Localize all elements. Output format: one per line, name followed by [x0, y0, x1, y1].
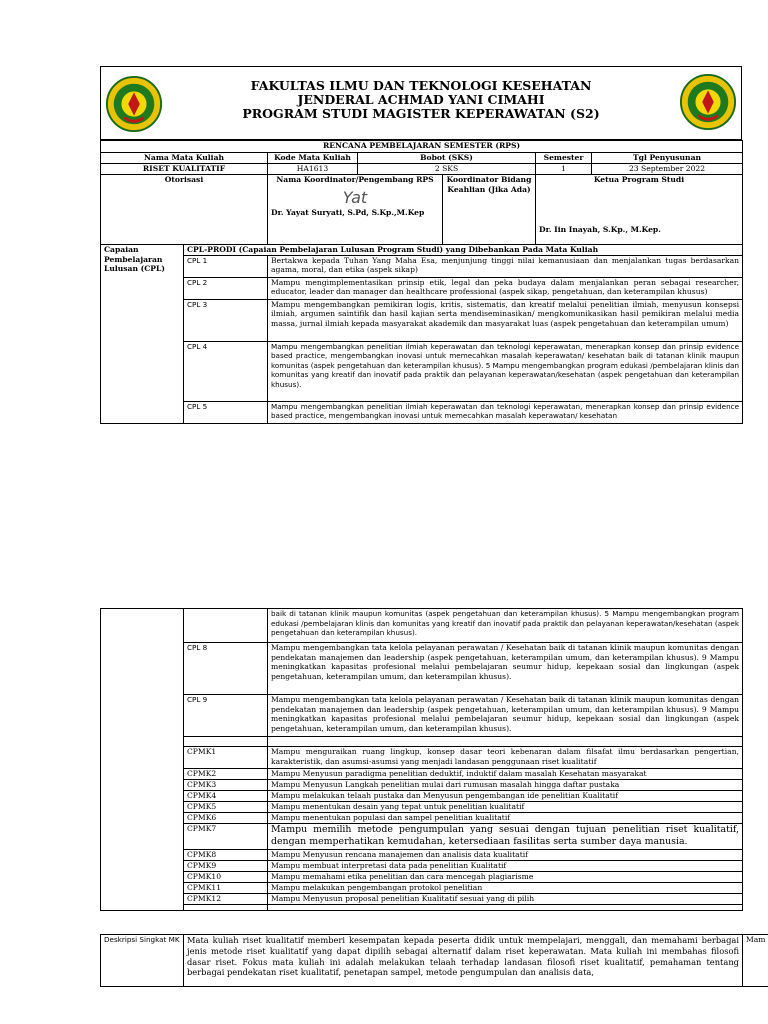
deskripsi-table — [100, 934, 768, 987]
cpmk-text: Mampu Menyusun paradigma penelitian deduktif, induktif dalam masalah Kesehatan masyarakat — [268, 769, 743, 780]
cpmk-code: CPMK6 — [184, 813, 268, 824]
university-logo-left-icon — [105, 75, 163, 133]
value-nama-mk: RISET KUALITATIF — [101, 164, 268, 175]
cpmk-code: CPMK8 — [184, 850, 268, 861]
cpl-label: Capaian Pembelajaran Lulusan (CPL) — [101, 245, 184, 424]
right-margin — [743, 609, 768, 911]
cpmk-text: Mampu menguraikan ruang lingkup, konsep dasar teori kebenaran dalam filsafat ilmu berdasarkan pengertian, karakteristik, dan asumsi-asumsi yang menjadi landasan penggunaan riset kualitatif — [268, 747, 743, 769]
value-kode-mk: HA1613 — [268, 164, 358, 175]
cpmk-code: CPMK12 — [184, 894, 268, 905]
cpmk-code: CPMK2 — [184, 769, 268, 780]
header-tgl: Tgl Penyusunan — [592, 153, 743, 164]
cpl-text: Mampu mengembangkan pemikiran logis, kritis, sistematis, dan kreatif melalui penelitian ilmiah, menyusun konsepsi ilmiah, argumen saintifik dan hasil kajian serta mendiseminasikan/ mengkomunikasikan hasil pemikiran melalui media massa, jurnal ilmiah kepada masyarakat akademik dan masyarakat luas (aspek pengetahuan dan keterampilan umum) — [268, 299, 743, 341]
deskripsi-text: Mata kuliah riset kualitatif memberi kesempatan kepada peserta didik untuk mempelajari, menggali, dan memahami berbagai jenis metode riset kualitatif yang dapat dipilih sebagai alternatif dalam riset keperawatan. Mata kuliah ini membahas filosofi dasar riset. Fokus mata kuliah ini adalah melakukan telaah terhadap landasan filosofi riset kualitatif, pemahaman tentang berbagai pendekatan riset kualitatif, penetapan sampel, metode pengumpulan dan analisis data, — [184, 935, 743, 987]
cpl-text: Mampu mengembangkan tata kelola pelayanan perawatan / Kesehatan baik di tatanan klinik maupun komunitas dengan pendekatan manajemen dan leadership (aspek pengetahuan, keterampilan umum, dan keterampilan khusus). 9 Mampu meningkatkan kapasitas profesional melalui pembelajaran seumur hidup, kepekaan sosial dan lingkungan (aspek pengetahuan, keterampilan umum, dan keterampilan khusus). — [268, 643, 743, 695]
cpl-text: Mampu mengembangkan tata kelola pelayanan perawatan / Kesehatan baik di tatanan klinik maupun komunitas dengan pendekatan manajemen dan leadership (aspek pengetahuan, keterampilan umum, dan keterampilan khusus). 9 Mampu meningkatkan kapasitas profesional melalui pembelajaran seumur hidup, kepekaan sosial dan lingkungan (aspek pengetahuan, keterampilan umum, dan keterampilan khusus). — [268, 695, 743, 737]
empty-cell — [184, 909, 268, 911]
cpl-code: CPL 1 — [184, 255, 268, 277]
cpmk-text: Mampu Menyusun Langkah penelitian mulai dari rumusan masalah hingga daftar pustaka — [268, 780, 743, 791]
cpl-code-continued — [184, 609, 268, 643]
empty-cell — [184, 737, 268, 747]
koordinator-cell — [268, 175, 443, 245]
deskripsi-label: Deskripsi Singkat MK — [101, 935, 184, 987]
cpmk-code: CPMK7 — [184, 824, 268, 850]
cpmk-text: Mampu memilih metode pengumpulan yang sesuai dengan tujuan penelitian riset kualitatif, dengan memperhatikan kemudahan, ketersediaan fasilitas serta sumber daya manusia. — [268, 824, 743, 850]
header-nama-mk: Nama Mata Kuliah — [101, 153, 268, 164]
cpl-text: Mampu mengimplementasikan prinsip etik, legal dan peka budaya dalam menjalankan peran sebagai researcher, educator, leader dan manager dan healthcare professional (aspek sikap, pengetahuan, dan keterampilan khusus) — [268, 277, 743, 299]
cpl-heading: CPL-PRODI (Capaian Pembelajaran Lulusan Program Studi) yang Dibebankan Pada Mata Kuliah — [184, 245, 743, 256]
page-2 — [0, 470, 768, 1024]
header-semester: Semester — [536, 153, 592, 164]
cpmk-code: CPMK5 — [184, 802, 268, 813]
cpl-code: CPL 3 — [184, 299, 268, 341]
empty-cell — [268, 909, 743, 911]
cpmk-text: Mampu Menyusun proposal penelitian Kualitatif sesuai yang di pilih — [268, 894, 743, 905]
empty-cell — [268, 737, 743, 747]
cpl-text: Mampu mengembangkan penelitian ilmiah keperawatan dan teknologi keperawatan, menerapkan konsep dan prinsip evidence based practice, mengembangkan inovasi untuk memecahkan masalah keperawatan/ kesehatan baik di tatanan klinik maupun komunitas (aspek pengetahuan dan keterampilan khusus). 5 Mampu mengembangkan program edukasi /pembelajaran klinis dan komunitas yang kreatif dan inovatif pada praktik dan pelayanan keperawatan/kesehatan (aspek pengetahuan dan keterampilan khusus). — [268, 341, 743, 401]
cpmk-text: Mampu melakukan pengembangan protokol penelitian — [268, 883, 743, 894]
cpmk-code: CPMK9 — [184, 861, 268, 872]
cpmk-code: CPMK11 — [184, 883, 268, 894]
cpmk-code: CPMK1 — [184, 747, 268, 769]
cpmk-code: CPMK4 — [184, 791, 268, 802]
cpl-code: CPL 4 — [184, 341, 268, 401]
document-header — [100, 66, 742, 140]
cpl-code: CPL 8 — [184, 643, 268, 695]
ketua-cell — [536, 175, 743, 245]
otorisasi-label: Otorisasi — [101, 175, 268, 245]
page-1 — [0, 0, 768, 470]
rps-table-continued — [100, 608, 768, 911]
bidang-cell — [443, 175, 536, 245]
ketua-header: Ketua Program Studi — [593, 175, 685, 184]
header-bobot: Bobot (SKS) — [358, 153, 536, 164]
cpl-code: CPL 9 — [184, 695, 268, 737]
cpmk-text: Mampu membuat interpretasi data pada penelitian Kualitatif — [268, 861, 743, 872]
cpmk-code: CPMK3 — [184, 780, 268, 791]
cpmk-text: Mampu memahami etika penelitian dan cara mencegah plagiarisme — [268, 872, 743, 883]
cpmk-code: CPMK10 — [184, 872, 268, 883]
cpmk-text: Mampu menentukan populasi dan sampel penelitian kualitatif — [268, 813, 743, 824]
value-bobot: 2 SKS — [358, 164, 536, 175]
cpl-label-continued — [101, 609, 184, 911]
bidang-header: Koordinator Bidang Keahlian (Jika Ada) — [446, 175, 532, 194]
university-logo-right-icon — [679, 73, 737, 131]
value-semester: 1 — [536, 164, 592, 175]
cpmk-text: Mampu melakukan telaah pustaka dan Menyusun pengembangan ide penelitian Kualitatif — [268, 791, 743, 802]
cpl-text: Mampu mengembangkan penelitian ilmiah keperawatan dan teknologi keperawatan, menerapkan konsep dan prinsip evidence based practice, mengembangkan inovasi untuk memecahkan masalah keperawatan/ kesehatan — [268, 401, 743, 423]
cpl-code: CPL 5 — [184, 401, 268, 423]
value-tgl: 23 September 2022 — [592, 164, 743, 175]
cpl-text: baik di tatanan klinik maupun komunitas (aspek pengetahuan dan keterampilan khusus). 5 Mampu mengembangkan program edukasi /pembelajaran klinis dan komunitas yang kreatif dan inovatif pada praktik dan pelayanan keperawatan/kesehatan (aspek pengetahuan dan keterampilan khusus). — [268, 609, 743, 643]
cpmk-text: Mampu Menyusun rencana manajemen dan analisis data kualitatif — [268, 850, 743, 861]
koordinator-name: Dr. Yayat Suryati, S.Pd, S.Kp.,M.Kep — [271, 208, 425, 218]
cpl-code: CPL 2 — [184, 277, 268, 299]
header-line-3: PROGRAM STUDI MAGISTER KEPERAWATAN (S2) — [242, 106, 600, 121]
header-title — [221, 79, 621, 121]
rps-table — [100, 140, 743, 424]
overflow-cell — [743, 935, 768, 987]
header-line-1: FAKULTAS ILMU DAN TEKNOLOGI KESEHATAN — [250, 78, 592, 93]
cpmk-text: Mampu menentukan desain yang tepat untuk penelitian kualitatif — [268, 802, 743, 813]
signature: Yat — [342, 187, 368, 207]
cpl-text: Bertakwa kepada Tuhan Yang Maha Esa, menjunjung tinggi nilai kemanusiaan dan menjalankan tugas berdasarkan agama, moral, dan etika (aspek sikap) — [268, 255, 743, 277]
ketua-name: Dr. Iin Inayah, S.Kp., M.Kep. — [539, 224, 661, 234]
header-line-2: JENDERAL ACHMAD YANI CIMAHI — [297, 92, 545, 107]
header-kode-mk: Kode Mata Kuliah — [268, 153, 358, 164]
rps-title: RENCANA PEMBELAJARAN SEMESTER (RPS) — [101, 141, 743, 153]
overflow-text: Mam — [746, 935, 766, 944]
koordinator-header: Nama Koordinator/Pengembang RPS — [276, 175, 434, 184]
